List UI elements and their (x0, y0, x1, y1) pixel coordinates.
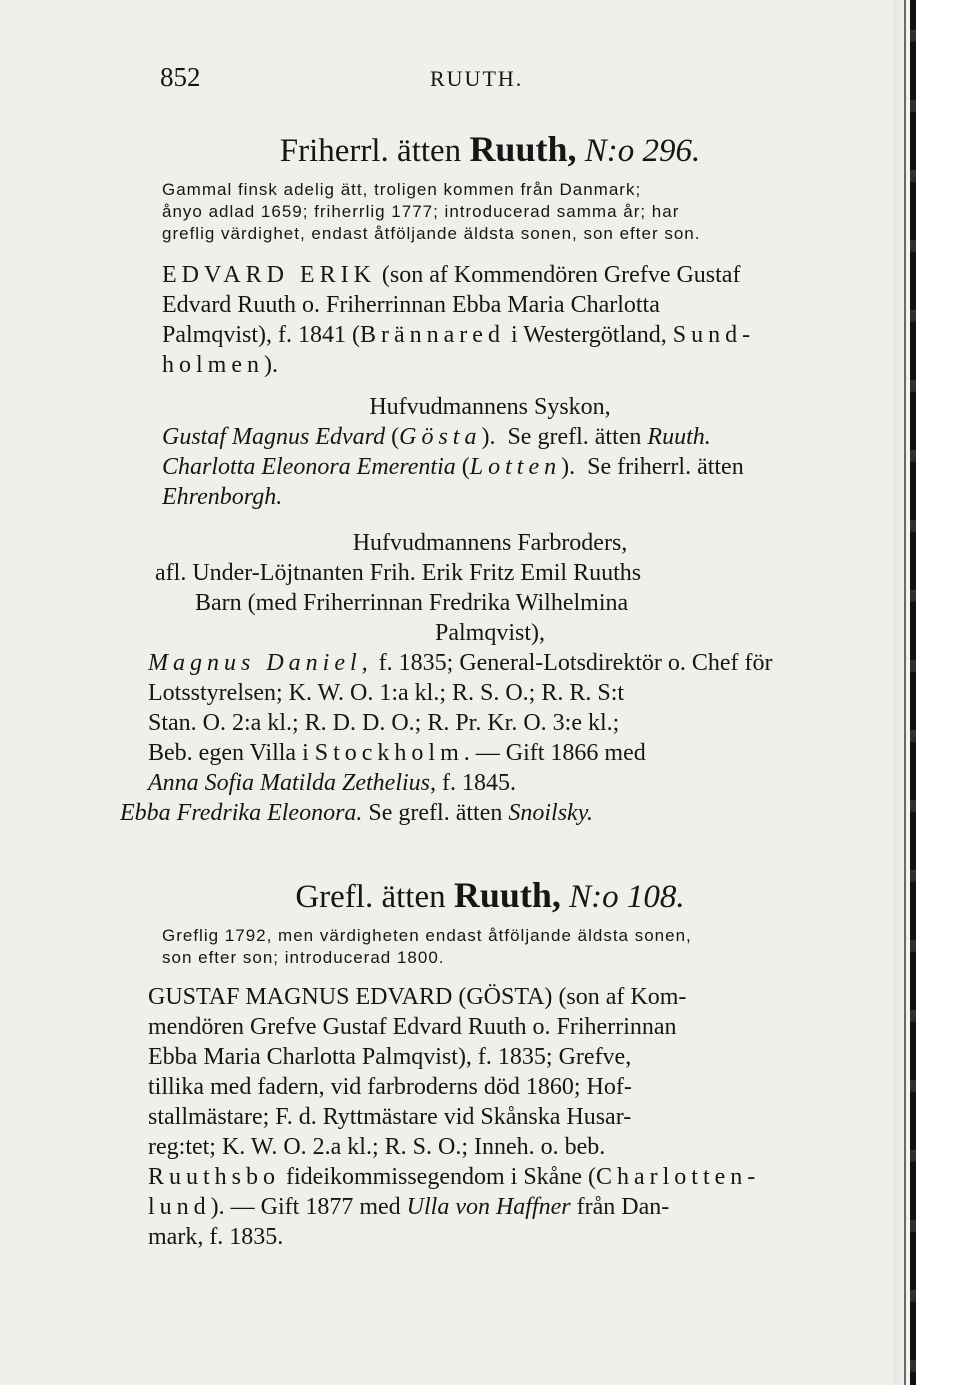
entry-line: Edvard Ruuth o. Friherrinnan Ebba Maria Charlotta (162, 292, 660, 318)
page-header (160, 62, 840, 94)
magnus-line: Stan. O. 2:a kl.; R. D. D. O.; R. Pr. Kr. O. 3:e kl.; (148, 710, 620, 736)
intro-line: Gammal finsk adelig ätt, troligen kommen från Danmark; (162, 180, 642, 199)
entry-line: tillika med fadern, vid farbroderns död 1860; Hof- (148, 1074, 632, 1100)
uncles-line: Barn (med Friherrinnan Fredrika Wilhelmina (195, 590, 629, 616)
entry-line: Ebba Maria Charlotta Palmqvist), f. 1835; Grefve, (148, 1044, 632, 1070)
binding-edge (910, 0, 916, 1385)
entry-line: stallmästare; F. d. Ryttmästare vid Skånska Husar- (148, 1104, 632, 1130)
section-title-friherrl: Friherrl. ätten Ruuth, N:o 296. (279, 129, 701, 169)
entry-line: Palmqvist), f. 1841 (Brännared i Westergötland, Sund- (162, 322, 756, 348)
ebba-entry: Ebba Fredrika Eleonora. Se grefl. ätten Snoilsky. (120, 800, 594, 826)
magnus-spouse: Anna Sofia Matilda Zethelius, f. 1845. (148, 770, 516, 796)
uncles-line: Palmqvist), (434, 620, 545, 646)
entry-line: GUSTAF MAGNUS EDVARD (GÖSTA) (son af Kom- (148, 984, 687, 1010)
sibling-entry: Gustaf Magnus Edvard (Gösta). Se grefl. ätten Ruuth. (162, 424, 711, 450)
intro-line: greflig värdighet, endast åtföljande äldsta sonen, son efter son. (162, 224, 701, 243)
page-number: 852 (160, 62, 201, 92)
uncles-line: afl. Under-Löjtnanten Frih. Erik Fritz Emil Ruuths (155, 560, 642, 586)
magnus-line: Lotsstyrelsen; K. W. O. 1:a kl.; R. S. O.; R. R. S:t (148, 680, 625, 706)
entry-line: mark, f. 1835. (148, 1224, 284, 1250)
intro-line: ånyo adlad 1659; friherrlig 1777; introducerad samma år; har (162, 202, 680, 221)
entry-line: EDVARD ERIK (son af Kommendören Grefve Gustaf (162, 262, 741, 288)
siblings-heading: Hufvudmannens Syskon, (369, 394, 611, 420)
sibling-ref: Ehrenborgh. (162, 484, 283, 510)
magnus-line: Beb. egen Villa i Stockholm. — Gift 1866 med (148, 740, 646, 766)
uncles-heading: Hufvudmannens Farbroders, (352, 530, 628, 556)
binding-line (904, 0, 906, 1385)
entry-line: holmen). (162, 352, 278, 378)
entry-line: Ruuthsbo fideikommissegendom i Skåne (Charlotten- (148, 1164, 761, 1190)
running-head: RUUTH. (430, 66, 524, 91)
magnus-entry: Magnus Daniel, f. 1835; General-Lotsdirektör o. Chef för (148, 650, 773, 676)
entry-line: mendören Grefve Gustaf Edvard Ruuth o. Friherrinnan (148, 1014, 677, 1040)
section-title-grefl: Grefl. ätten Ruuth, N:o 108. (295, 875, 685, 915)
page-edge (894, 0, 956, 1385)
sibling-entry: Charlotta Eleonora Emerentia (Lotten). Se friherrl. ätten (162, 454, 744, 480)
entry-line: reg:tet; K. W. O. 2.a kl.; R. S. O.; Inneh. o. beb. (148, 1134, 606, 1160)
intro-line: son efter son; introducerad 1800. (162, 948, 445, 967)
entry-line: lund). — Gift 1877 med Ulla von Haffner från Dan- (148, 1194, 670, 1220)
intro-line: Greflig 1792, men värdigheten endast åtföljande äldsta sonen, (162, 926, 692, 945)
